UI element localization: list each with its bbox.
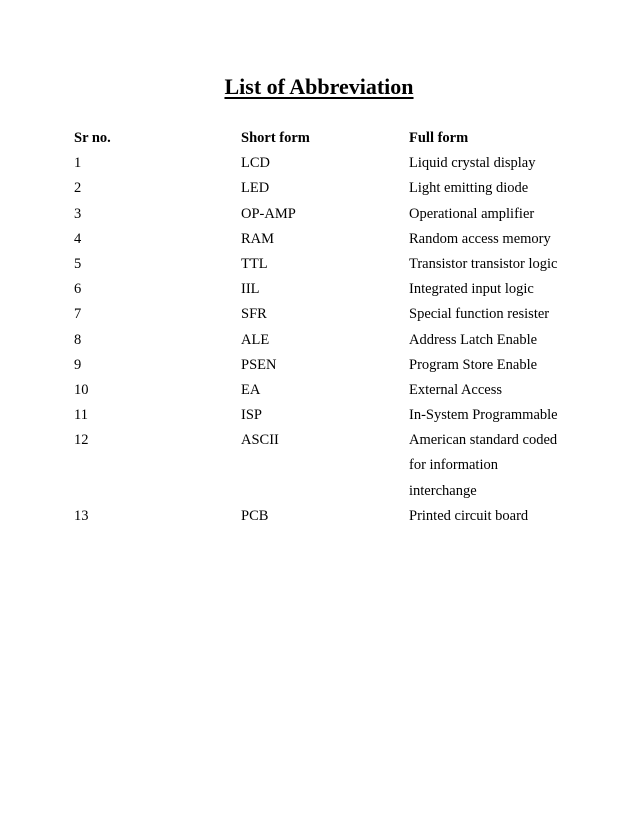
table-row [74,202,574,227]
table-row [74,328,574,353]
sr-no-cell: 2 [74,180,82,197]
table-row [74,277,574,302]
full-form-cell: for information [409,457,498,474]
short-form-cell: LCD [241,155,270,172]
full-form-cell: Integrated input logic [409,281,534,298]
sr-no-cell: 1 [74,155,82,172]
table-row [74,428,574,453]
full-form-cell: Liquid crystal display [409,155,536,172]
sr-no-cell: 12 [74,432,89,449]
table-row [74,403,574,428]
short-form-cell: OP-AMP [241,205,296,222]
short-form-cell: PCB [241,507,269,524]
sr-no-cell: 4 [74,230,82,247]
table-row [74,504,574,529]
full-form-cell: Program Store Enable [409,356,538,373]
sr-no-cell: 5 [74,255,82,272]
table-row [74,151,574,176]
table-row [74,227,574,252]
full-form-cell: Light emitting diode [409,180,529,197]
abbreviation-table [74,126,574,529]
sr-no-cell: 3 [74,205,82,222]
full-form-cell: American standard coded [409,432,558,449]
full-form-cell: Operational amplifier [409,205,535,222]
sr-no-cell: 11 [74,407,88,424]
table-row [74,378,574,403]
table-row [74,252,574,277]
full-form-cell: Printed circuit board [409,507,529,524]
sr-no-cell: 10 [74,381,89,398]
table-row [74,176,574,201]
table-row [74,302,574,327]
short-form-cell: ASCII [241,432,279,449]
sr-no-cell: 13 [74,507,89,524]
short-form-cell: LED [241,180,270,197]
short-form-cell: PSEN [241,356,277,373]
table-row-continuation [74,453,574,478]
header-sr-no: Sr no. [74,130,111,146]
full-form-cell: Random access memory [409,230,551,247]
short-form-cell: RAM [241,230,275,247]
header-full-form: Full form [409,130,469,146]
short-form-cell: IIL [241,281,260,298]
sr-no-cell: 9 [74,356,82,373]
page-title: List of Abbreviation [224,74,414,99]
table-header-row [74,126,574,151]
full-form-cell: Transistor transistor logic [409,255,558,272]
short-form-cell: TTL [241,255,268,272]
full-form-cell: Address Latch Enable [409,331,538,348]
full-form-cell: External Access [409,381,503,398]
table-row-continuation [74,479,574,504]
full-form-cell: Special function resister [409,306,550,323]
short-form-cell: SFR [241,306,267,323]
full-form-cell: interchange [409,482,477,499]
short-form-cell: EA [241,381,261,398]
table-row [74,353,574,378]
sr-no-cell: 6 [74,281,82,298]
short-form-cell: ISP [241,407,262,424]
full-form-cell: In-System Programmable [409,407,558,424]
header-short-form: Short form [241,130,310,146]
sr-no-cell: 7 [74,306,82,323]
sr-no-cell: 8 [74,331,82,348]
short-form-cell: ALE [241,331,270,348]
